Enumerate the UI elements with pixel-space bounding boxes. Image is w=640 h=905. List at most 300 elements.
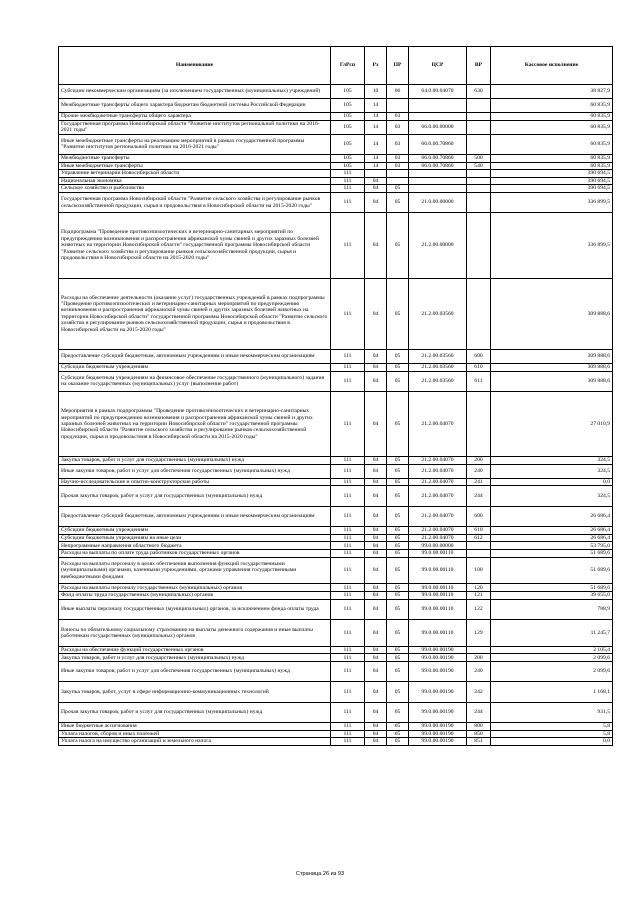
cell-name: Иные закупки товаров, работ и услуг для обеспечения государственных (муниципальных) нужд [59, 464, 331, 478]
table-row [59, 584, 613, 592]
cell-csr: 99.0.00.00110 [409, 620, 467, 647]
cell-sum: 309 888,6 [491, 350, 613, 364]
cell-rz: 04 [365, 364, 387, 372]
cell-sum: 390 694,5 [491, 170, 613, 178]
cell-pr [387, 177, 409, 185]
cell-csr: 99.0.00.00110 [409, 550, 467, 558]
cell-rz: 04 [365, 278, 387, 350]
cell-rz: 04 [365, 620, 387, 647]
cell-csr: 21.2.00.04070 [409, 457, 467, 465]
cell-grs: 105 [331, 154, 365, 162]
cell-rz: 04 [365, 654, 387, 662]
cell-name: Субсидии бюджетным учреждениям [59, 364, 331, 372]
cell-sum: 51 689,6 [491, 550, 613, 558]
table-row [59, 278, 613, 350]
cell-grs: 111 [331, 364, 365, 372]
cell-sum: 324,5 [491, 457, 613, 465]
table-row [59, 162, 613, 170]
cell-vr [467, 192, 491, 212]
cell-name: Государственная программа Новосибирской области "Развитие институтов региональной политики на 2016-2021 годы" [59, 120, 331, 134]
cell-name: Уплата налога на имущество организаций и земельного налога [59, 738, 331, 746]
cell-pr: 05 [387, 592, 409, 600]
cell-vr: 129 [467, 620, 491, 647]
cell-name: Иные межбюджетные трансферты [59, 162, 331, 170]
cell-sum: 60 835,9 [491, 113, 613, 121]
cell-rz: 04 [365, 738, 387, 746]
cell-sum: 60 835,9 [491, 162, 613, 170]
cell-sum: 26 686,4 [491, 506, 613, 526]
cell-rz: 14 [365, 120, 387, 134]
page-footer: Страница 26 из 93 [295, 871, 345, 877]
cell-vr: 600 [467, 350, 491, 364]
cell-rz: 04 [365, 646, 387, 654]
table-row [59, 170, 613, 178]
cell-csr: 99.0.00.00110 [409, 584, 467, 592]
cell-rz: 04 [365, 486, 387, 506]
cell-pr: 05 [387, 486, 409, 506]
cell-vr: 122 [467, 599, 491, 619]
cell-grs: 111 [331, 542, 365, 550]
cell-pr: 05 [387, 534, 409, 542]
cell-pr: 05 [387, 662, 409, 682]
cell-name: Национальная экономика [59, 177, 331, 185]
cell-sum: 38 827,9 [491, 85, 613, 99]
table-row [59, 723, 613, 731]
cell-csr: 99.0.00.00190 [409, 702, 467, 722]
cell-rz: 04 [365, 557, 387, 584]
cell-vr: 851 [467, 738, 491, 746]
cell-pr: 05 [387, 646, 409, 654]
cell-sum: 5,8 [491, 723, 613, 731]
cell-rz: 14 [365, 99, 387, 113]
cell-sum: 39 655,0 [491, 592, 613, 600]
cell-grs: 105 [331, 99, 365, 113]
cell-vr [467, 185, 491, 193]
cell-name: Расходы на обеспечение функций государственных органов [59, 646, 331, 654]
cell-pr: 03 [387, 134, 409, 154]
table-row [59, 185, 613, 193]
table-row [59, 599, 613, 619]
cell-name: Межбюджетные трансферты общего характера бюджетам бюджетной системы Российской Федерации [59, 99, 331, 113]
cell-grs: 111 [331, 557, 365, 584]
cell-csr: 21.2.00.00000 [409, 213, 467, 278]
cell-sum: 60 835,9 [491, 154, 613, 162]
cell-name: Расходы на выплаты по оплате труда работников государственных органов [59, 550, 331, 558]
cell-grs: 111 [331, 527, 365, 535]
table-row [59, 527, 613, 535]
cell-rz: 04 [365, 584, 387, 592]
cell-vr: 240 [467, 662, 491, 682]
cell-name: Иные выплаты персоналу государственных (муниципальных) органов, за исключением фонда оплаты труда [59, 599, 331, 619]
table-row [59, 592, 613, 600]
cell-vr: 850 [467, 730, 491, 738]
cell-vr: 611 [467, 371, 491, 391]
cell-vr: 610 [467, 527, 491, 535]
cell-csr: 66.0.00.70860 [409, 162, 467, 170]
header-name: Наименование [59, 47, 331, 85]
cell-rz: 04 [365, 213, 387, 278]
header-csr: ЦСР [409, 47, 467, 85]
cell-csr: 21.2.00.04070 [409, 478, 467, 486]
cell-name: Мероприятия в рамках подпрограммы "Проведение противоэпизоотических и ветеринарно-санитарных мероприятий по предупреждению возникновения и распространения африканской чумы свиней и других заразных болезней животных на территории Новосибирской области" государственной программы Новосибирской области "Развитие сельского хозяйства и регулирование рынков сельскохозяйственной продукции, сырья и продовольствия в Новосибирской области на 2015-2020 годы" [59, 392, 331, 457]
cell-csr: 99.0.00.00110 [409, 599, 467, 619]
cell-vr [467, 278, 491, 350]
cell-vr: 800 [467, 723, 491, 731]
cell-pr: 05 [387, 730, 409, 738]
cell-sum: 309 888,6 [491, 278, 613, 350]
table-header-row [59, 47, 613, 85]
cell-vr: 242 [467, 682, 491, 702]
cell-pr: 05 [387, 464, 409, 478]
cell-pr: 05 [387, 599, 409, 619]
table-row [59, 350, 613, 364]
cell-grs: 111 [331, 646, 365, 654]
cell-sum: 11 245,7 [491, 620, 613, 647]
table-row [59, 534, 613, 542]
cell-csr: 21.2.00.03560 [409, 278, 467, 350]
cell-grs: 111 [331, 213, 365, 278]
cell-sum: 336 899,5 [491, 213, 613, 278]
cell-name: Иные закупки товаров, работ и услуг для обеспечения государственных (муниципальных) нужд [59, 662, 331, 682]
cell-csr: 66.0.00.70860 [409, 154, 467, 162]
cell-csr [409, 177, 467, 185]
document-page [58, 46, 612, 746]
cell-grs: 111 [331, 702, 365, 722]
table-row [59, 99, 613, 113]
table-row [59, 457, 613, 465]
cell-csr: 99.0.00.00110 [409, 592, 467, 600]
cell-csr: 21.0.00.00000 [409, 192, 467, 212]
table-row [59, 654, 613, 662]
header-sum: Кассовое исполнение [491, 47, 613, 85]
cell-csr: 66.0.00.70860 [409, 134, 467, 154]
cell-rz: 04 [365, 350, 387, 364]
cell-pr: 03 [387, 162, 409, 170]
cell-grs: 111 [331, 457, 365, 465]
cell-sum: 2 099,6 [491, 654, 613, 662]
cell-grs: 111 [331, 177, 365, 185]
cell-rz: 04 [365, 599, 387, 619]
cell-name: Уплата налогов, сборов и иных платежей [59, 730, 331, 738]
cell-grs: 111 [331, 584, 365, 592]
cell-grs: 111 [331, 350, 365, 364]
cell-vr: 200 [467, 457, 491, 465]
cell-rz: 04 [365, 592, 387, 600]
table-row [59, 682, 613, 702]
cell-name: Управление ветеринарии Новосибирской области [59, 170, 331, 178]
table-row [59, 364, 613, 372]
cell-grs: 105 [331, 134, 365, 154]
cell-csr: 99.0.00.00190 [409, 730, 467, 738]
cell-name: Закупка товаров, работ и услуг для государственных (муниципальных) нужд [59, 457, 331, 465]
cell-rz: 04 [365, 371, 387, 391]
cell-name: Расходы на выплаты персоналу государственных (муниципальных) органов [59, 584, 331, 592]
cell-name: Предоставление субсидий бюджетным, автономным учреждениям и иным некоммерческим организациям [59, 350, 331, 364]
cell-rz [365, 170, 387, 178]
cell-pr: 05 [387, 506, 409, 526]
table-row [59, 113, 613, 121]
cell-csr: 99.0.00.00000 [409, 542, 467, 550]
cell-pr: 05 [387, 278, 409, 350]
table-row [59, 134, 613, 154]
cell-pr: 05 [387, 702, 409, 722]
cell-rz: 14 [365, 162, 387, 170]
cell-grs: 111 [331, 278, 365, 350]
cell-rz: 04 [365, 702, 387, 722]
cell-pr: 03 [387, 154, 409, 162]
cell-pr: 05 [387, 350, 409, 364]
table-row [59, 506, 613, 526]
cell-rz: 04 [365, 542, 387, 550]
header-pr: ПР [387, 47, 409, 85]
cell-name: Научно-исследовательские и опытно-конструкторские работы [59, 478, 331, 486]
cell-pr: 05 [387, 371, 409, 391]
cell-csr: 99.0.00.00190 [409, 723, 467, 731]
cell-sum: 60 835,9 [491, 120, 613, 134]
cell-grs: 111 [331, 170, 365, 178]
cell-grs: 105 [331, 120, 365, 134]
cell-name: Прочие межбюджетные трансферты общего характера [59, 113, 331, 121]
cell-csr: 99.0.00.00190 [409, 646, 467, 654]
cell-sum: 53 795,0 [491, 542, 613, 550]
cell-name: Иные межбюджетные трансферты на реализацию мероприятий в рамках государственной программы "Развитие институтов региональной политики на 2016-2021 годы" [59, 134, 331, 154]
table-row [59, 154, 613, 162]
cell-csr: 21.2.00.04070 [409, 527, 467, 535]
cell-rz: 04 [365, 506, 387, 526]
table-row [59, 85, 613, 99]
cell-sum: 2 099,6 [491, 662, 613, 682]
cell-sum: 60 835,9 [491, 99, 613, 113]
cell-csr [409, 185, 467, 193]
cell-rz: 14 [365, 154, 387, 162]
cell-vr [467, 134, 491, 154]
cell-csr [409, 113, 467, 121]
cell-pr: 05 [387, 364, 409, 372]
cell-rz: 04 [365, 464, 387, 478]
cell-grs: 111 [331, 486, 365, 506]
cell-vr [467, 99, 491, 113]
cell-vr [467, 392, 491, 457]
cell-vr: 630 [467, 85, 491, 99]
cell-rz: 04 [365, 185, 387, 193]
cell-grs: 111 [331, 620, 365, 647]
cell-sum: 51 689,6 [491, 584, 613, 592]
cell-pr: 05 [387, 478, 409, 486]
cell-rz: 04 [365, 457, 387, 465]
cell-vr: 241 [467, 478, 491, 486]
table-row [59, 486, 613, 506]
table-row [59, 730, 613, 738]
table-row [59, 702, 613, 722]
cell-name: Сельское хозяйство и рыболовство [59, 185, 331, 193]
cell-pr: 05 [387, 557, 409, 584]
table-row [59, 392, 613, 457]
cell-pr: 05 [387, 738, 409, 746]
cell-sum: 788,9 [491, 599, 613, 619]
cell-csr: 99.0.00.00190 [409, 738, 467, 746]
cell-grs: 111 [331, 682, 365, 702]
table-row [59, 192, 613, 212]
table-row [59, 542, 613, 550]
cell-name: Иные бюджетные ассигнования [59, 723, 331, 731]
cell-vr [467, 550, 491, 558]
cell-grs: 111 [331, 506, 365, 526]
cell-csr: 21.2.00.03560 [409, 364, 467, 372]
cell-rz: 04 [365, 550, 387, 558]
table-row [59, 213, 613, 278]
cell-csr: 99.0.00.00110 [409, 557, 467, 584]
cell-vr: 200 [467, 654, 491, 662]
cell-sum: 0,0 [491, 738, 613, 746]
cell-grs: 111 [331, 478, 365, 486]
cell-sum: 5,8 [491, 730, 613, 738]
cell-grs: 105 [331, 85, 365, 99]
table-row [59, 371, 613, 391]
cell-csr: 21.2.00.03560 [409, 371, 467, 391]
cell-sum: 931,5 [491, 702, 613, 722]
cell-rz: 04 [365, 177, 387, 185]
cell-pr: 05 [387, 192, 409, 212]
cell-name: Прочая закупка товаров, работ и услуг для государственных (муниципальных) нужд [59, 486, 331, 506]
cell-grs: 111 [331, 192, 365, 212]
cell-grs: 105 [331, 162, 365, 170]
cell-vr [467, 542, 491, 550]
table-row [59, 557, 613, 584]
cell-rz: 04 [365, 723, 387, 731]
cell-vr: 244 [467, 486, 491, 506]
table-row [59, 177, 613, 185]
table-row [59, 478, 613, 486]
cell-pr [387, 99, 409, 113]
table-row [59, 662, 613, 682]
cell-sum: 324,5 [491, 486, 613, 506]
cell-csr: 21.2.00.04070 [409, 486, 467, 506]
cell-sum: 60 835,9 [491, 134, 613, 154]
cell-pr: 06 [387, 85, 409, 99]
cell-grs: 111 [331, 592, 365, 600]
cell-name: Расходы на выплаты персоналу в целях обеспечения выполнения функций государственными (муниципальными) органами, казенными учреждениями, органами управления государственными внебюджетными фондами [59, 557, 331, 584]
cell-csr: 64.0.00.04070 [409, 85, 467, 99]
cell-sum: 324,5 [491, 464, 613, 478]
cell-pr: 05 [387, 654, 409, 662]
cell-vr: 120 [467, 584, 491, 592]
cell-name: Субсидии бюджетным учреждениям на иные цели [59, 534, 331, 542]
cell-name: Расходы на обеспечение деятельности (оказание услуг) государственных учреждений в рамках подпрограммы "Проведение противоэпизоотических и ветеринарно-санитарных мероприятий по предупреждению возникновения и распространения африканской чумы свиней и других заразных болезней животных на территории Новосибирской области" государственной программы Новосибирской области "Развитие сельского хозяйства и регулирование рынков сельскохозяйственной продукции, сырья и продовольствия в Новосибирской области на 2015-2020 годы" [59, 278, 331, 350]
cell-csr: 21.2.00.04070 [409, 506, 467, 526]
cell-pr: 05 [387, 620, 409, 647]
cell-name: Субсидии бюджетным учреждениям [59, 527, 331, 535]
table-row [59, 738, 613, 746]
cell-rz: 04 [365, 682, 387, 702]
cell-pr: 05 [387, 550, 409, 558]
cell-grs: 111 [331, 185, 365, 193]
cell-vr [467, 170, 491, 178]
cell-vr: 121 [467, 592, 491, 600]
table-row [59, 464, 613, 478]
cell-name: Субсидии бюджетным учреждениям на финансовое обеспечение государственного (муниципального) задания на оказание государственных (муниципальных) услуг (выполнение работ) [59, 371, 331, 391]
cell-pr: 03 [387, 120, 409, 134]
cell-name: Взносы по обязательному социальному страхованию на выплаты денежного содержания и иные выплаты работникам государственных (муниципальных) органов [59, 620, 331, 647]
cell-grs: 111 [331, 534, 365, 542]
cell-csr: 99.0.00.00190 [409, 654, 467, 662]
cell-pr: 05 [387, 213, 409, 278]
cell-vr: 100 [467, 557, 491, 584]
cell-pr: 05 [387, 185, 409, 193]
header-grs: ГлРсп [331, 47, 365, 85]
table-row [59, 120, 613, 134]
cell-name: Подпрограмма "Проведение противоэпизоотических и ветеринарно-санитарных мероприятий по предупреждению возникновения и распространения африканской чумы свиней и других заразных болезней животных на территории Новосибирской области" государственной программы Новосибирской области "Развитие сельского хозяйства и регулирование рынков сельскохозяйственной продукции, сырья и продовольствия в Новосибирской области на 2015-2020 годы" [59, 213, 331, 278]
cell-csr: 99.0.00.00190 [409, 682, 467, 702]
cell-name: Фонд оплаты труда государственных (муниципальных) органов [59, 592, 331, 600]
cell-pr: 03 [387, 113, 409, 121]
cell-rz: 04 [365, 527, 387, 535]
cell-csr: 21.2.00.04070 [409, 534, 467, 542]
cell-name: Предоставление субсидий бюджетным, автономным учреждениям и иным некоммерческим организациям [59, 506, 331, 526]
table-row [59, 550, 613, 558]
cell-csr: 21.2.00.04070 [409, 464, 467, 478]
cell-name: Закупка товаров, работ и услуг для государственных (муниципальных) нужд [59, 654, 331, 662]
cell-pr: 05 [387, 392, 409, 457]
cell-csr: 66.0.00.00000 [409, 120, 467, 134]
cell-grs: 111 [331, 371, 365, 391]
cell-grs: 105 [331, 113, 365, 121]
cell-csr: 21.2.00.04070 [409, 392, 467, 457]
table-body [59, 85, 613, 746]
budget-table [58, 46, 613, 746]
cell-name: Межбюджетные трансферты [59, 154, 331, 162]
cell-csr [409, 99, 467, 113]
cell-rz: 14 [365, 113, 387, 121]
cell-grs: 111 [331, 464, 365, 478]
cell-vr [467, 177, 491, 185]
cell-vr [467, 646, 491, 654]
cell-csr [409, 170, 467, 178]
cell-rz: 04 [365, 392, 387, 457]
cell-sum: 390 694,5 [491, 185, 613, 193]
cell-grs: 111 [331, 662, 365, 682]
cell-sum: 26 686,4 [491, 534, 613, 542]
cell-sum: 309 888,6 [491, 364, 613, 372]
cell-grs: 111 [331, 738, 365, 746]
cell-vr: 612 [467, 534, 491, 542]
cell-pr: 05 [387, 723, 409, 731]
cell-name: Прочая закупка товаров, работ и услуг для государственных (муниципальных) нужд [59, 702, 331, 722]
cell-vr: 600 [467, 506, 491, 526]
cell-rz: 14 [365, 134, 387, 154]
cell-grs: 111 [331, 599, 365, 619]
cell-vr [467, 113, 491, 121]
cell-pr [387, 170, 409, 178]
header-rz: Рз [365, 47, 387, 85]
cell-pr: 05 [387, 457, 409, 465]
cell-vr: 610 [467, 364, 491, 372]
cell-grs: 111 [331, 550, 365, 558]
cell-rz: 04 [365, 662, 387, 682]
cell-rz: 04 [365, 534, 387, 542]
cell-vr [467, 120, 491, 134]
cell-rz: 10 [365, 85, 387, 99]
cell-name: Закупка товаров, работ, услуг в сфере информационно-коммуникационных технологий [59, 682, 331, 702]
cell-name: Субсидии некоммерческим организациям (за исключением государственных (муниципальных) учреждений) [59, 85, 331, 99]
cell-rz: 04 [365, 478, 387, 486]
cell-grs: 111 [331, 723, 365, 731]
cell-grs: 111 [331, 730, 365, 738]
cell-sum: 51 689,6 [491, 557, 613, 584]
cell-name: Государственная программа Новосибирской области "Развитие сельского хозяйства и регулирование рынков сельскохозяйственной продукции, сырья и продовольствия в Новосибирской области на 2015-2020 годы" [59, 192, 331, 212]
cell-rz: 04 [365, 730, 387, 738]
cell-pr: 05 [387, 542, 409, 550]
table-row [59, 646, 613, 654]
